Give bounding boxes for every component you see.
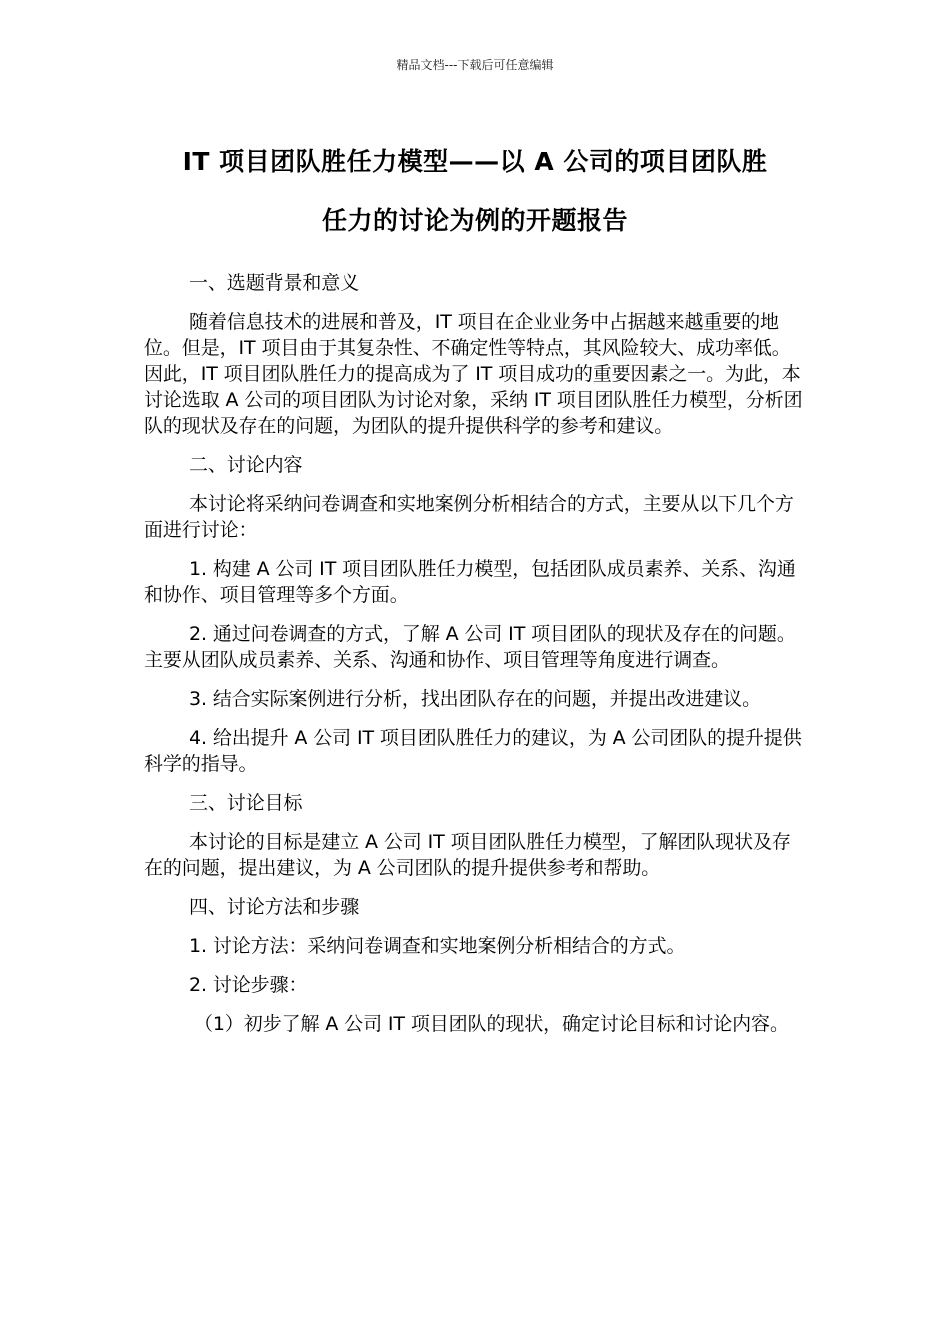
list-item-methods-2: 2. 讨论步骤： bbox=[189, 974, 308, 996]
section-heading-methods: 四、讨论方法和步骤 bbox=[189, 896, 360, 918]
document-body bbox=[144, 270, 808, 1050]
document-title bbox=[120, 132, 830, 250]
paragraph-content-intro: 本讨论将采纳问卷调查和实地案例分析相结合的方式，主要从以下几个方面进行讨论： bbox=[144, 493, 794, 541]
sub-item-step-1: （1）初步了解 A 公司 IT 项目团队的现状，确定讨论目标和讨论内容。 bbox=[194, 1013, 789, 1035]
list-item-content-4: 4. 给出提升 A 公司 IT 项目团队胜任力的建议，为 A 公司团队的提升提供科学的指导。 bbox=[144, 727, 802, 775]
paragraph-goals: 本讨论的目标是建立 A 公司 IT 项目团队胜任力模型，了解团队现状及存在的问题，提出建议，为 A 公司团队的提升提供参考和帮助。 bbox=[144, 831, 791, 879]
title-line-2: 任力的讨论为例的开题报告 bbox=[321, 206, 628, 235]
list-item-content-3: 3. 结合实际案例进行分析，找出团队存在的问题，并提出改进建议。 bbox=[189, 688, 761, 710]
section-heading-background: 一、选题背景和意义 bbox=[189, 272, 360, 294]
list-item-methods-1: 1. 讨论方法：采纳问卷调查和实地案例分析相结合的方式。 bbox=[189, 935, 686, 957]
section-heading-goals: 三、讨论目标 bbox=[189, 792, 303, 814]
list-item-content-2: 2. 通过问卷调查的方式，了解 A 公司 IT 项目团队的现状及存在的问题。主要从团队成员素养、关系、沟通和协作、项目管理等角度进行调查。 bbox=[144, 623, 796, 671]
section-heading-content: 二、讨论内容 bbox=[189, 454, 303, 476]
list-item-content-1: 1. 构建 A 公司 IT 项目团队胜任力模型，包括团队成员素养、关系、沟通和协作、项目管理等多个方面。 bbox=[144, 558, 796, 606]
header-note: 精品文档---下载后可任意编辑 bbox=[396, 58, 554, 72]
paragraph-background: 随着信息技术的进展和普及，IT 项目在企业业务中占据越来越重要的地位。但是，IT 项目由于其复杂性、不确定性等特点，其风险较大、成功率低。因此，IT 项目团队胜任力的提高成为了 IT 项目成功的重要因素之一。为此，本讨论选取 A 公司的项目团队为讨论对象，采纳 IT 项目团队胜任力模型，分析团队的现状及存在的问题，为团队的提升提供科学的参考和建议。 bbox=[144, 311, 803, 437]
title-line-1: IT 项目团队胜任力模型——以 A 公司的项目团队胜 bbox=[182, 147, 768, 176]
